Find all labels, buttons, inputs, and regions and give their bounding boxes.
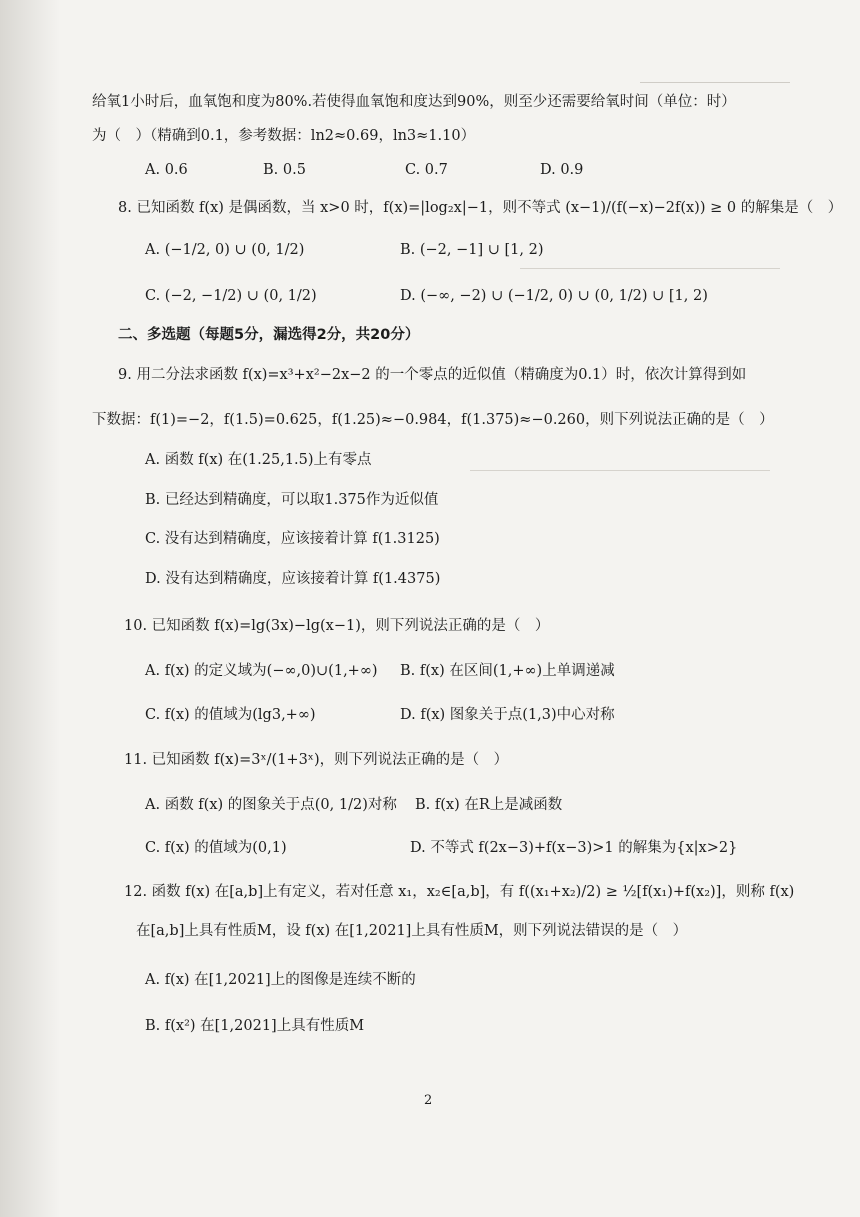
- q11-option-d: D. 不等式 f(2x−3)+f(x−3)>1 的解集为{x|x>2}: [410, 840, 738, 856]
- q7-option-b: B. 0.5: [263, 162, 306, 178]
- q7-option-a: A. 0.6: [145, 162, 188, 178]
- q11-option-b: B. f(x) 在R上是减函数: [415, 797, 563, 813]
- q10-option-c: C. f(x) 的值域为(lg3,+∞): [145, 707, 316, 723]
- q9-line1: 9. 用二分法求函数 f(x)=x³+x²−2x−2 的一个零点的近似值（精确度为0.1）时，依次计算得到如: [118, 367, 747, 383]
- q12-line1: 12. 函数 f(x) 在[a,b]上有定义，若对任意 x₁，x₂∈[a,b]，有 f((x₁+x₂)/2) ≥ ½[f(x₁)+f(x₂)]，则称 f(x): [124, 884, 795, 900]
- q10-stem: 10. 已知函数 f(x)=lg(3x)−lg(x−1)，则下列说法正确的是（ ）: [124, 618, 550, 634]
- q9-option-c: C. 没有达到精确度，应该接着计算 f(1.3125): [145, 531, 440, 547]
- q11-option-a: A. 函数 f(x) 的图象关于点(0, 1/2)对称: [145, 797, 397, 813]
- q8-stem: 8. 已知函数 f(x) 是偶函数，当 x>0 时，f(x)=|log₂x|−1，则不等式 (x−1)/(f(−x)−2f(x)) ≥ 0 的解集是（ ）: [118, 200, 843, 216]
- q10-option-d: D. f(x) 图象关于点(1,3)中心对称: [400, 707, 615, 723]
- q11-option-c: C. f(x) 的值域为(0,1): [145, 840, 287, 856]
- section-heading: 二、多选题（每题5分，漏选得2分，共20分）: [118, 327, 420, 343]
- q7-line1: 给氧1小时后，血氧饱和度为80%.若使得血氧饱和度达到90%，则至少还需要给氧时间（单位：时）: [92, 94, 736, 110]
- q12-option-a: A. f(x) 在[1,2021]上的图像是连续不断的: [145, 972, 416, 988]
- q12-line2: 在[a,b]上具有性质M，设 f(x) 在[1,2021]上具有性质M，则下列说法错误的是（ ）: [136, 923, 688, 939]
- q10-option-b: B. f(x) 在区间(1,+∞)上单调递减: [400, 663, 615, 679]
- q12-option-b: B. f(x²) 在[1,2021]上具有性质M: [145, 1018, 365, 1034]
- page-number: 2: [424, 1093, 433, 1108]
- q8-option-a: A. (−1/2, 0) ∪ (0, 1/2): [145, 242, 305, 258]
- q7-line2: 为（ ）（精确到0.1，参考数据：ln2≈0.69，ln3≈1.10）: [92, 128, 476, 144]
- q9-option-b: B. 已经达到精确度，可以取1.375作为近似值: [145, 492, 439, 508]
- q7-option-c: C. 0.7: [405, 162, 448, 178]
- q9-line2: 下数据：f(1)=−2，f(1.5)=0.625，f(1.25)≈−0.984，f(1.375)≈−0.260，则下列说法正确的是（ ）: [92, 412, 774, 428]
- scan-edge-shadow: [0, 0, 60, 1217]
- q8-option-c: C. (−2, −1/2) ∪ (0, 1/2): [145, 288, 317, 304]
- bleed-through-mark: [520, 268, 780, 279]
- q8-option-b: B. (−2, −1] ∪ [1, 2): [400, 242, 544, 258]
- q11-stem: 11. 已知函数 f(x)=3ˣ/(1+3ˣ)，则下列说法正确的是（ ）: [124, 752, 509, 768]
- q7-option-d: D. 0.9: [540, 162, 584, 178]
- q8-option-d: D. (−∞, −2) ∪ (−1/2, 0) ∪ (0, 1/2) ∪ [1, 2): [400, 288, 708, 304]
- q10-option-a: A. f(x) 的定义域为(−∞,0)∪(1,+∞): [145, 663, 378, 679]
- bleed-through-mark: [470, 470, 770, 481]
- q9-option-a: A. 函数 f(x) 在(1.25,1.5)上有零点: [145, 452, 372, 468]
- q9-option-d: D. 没有达到精确度，应该接着计算 f(1.4375): [145, 571, 441, 587]
